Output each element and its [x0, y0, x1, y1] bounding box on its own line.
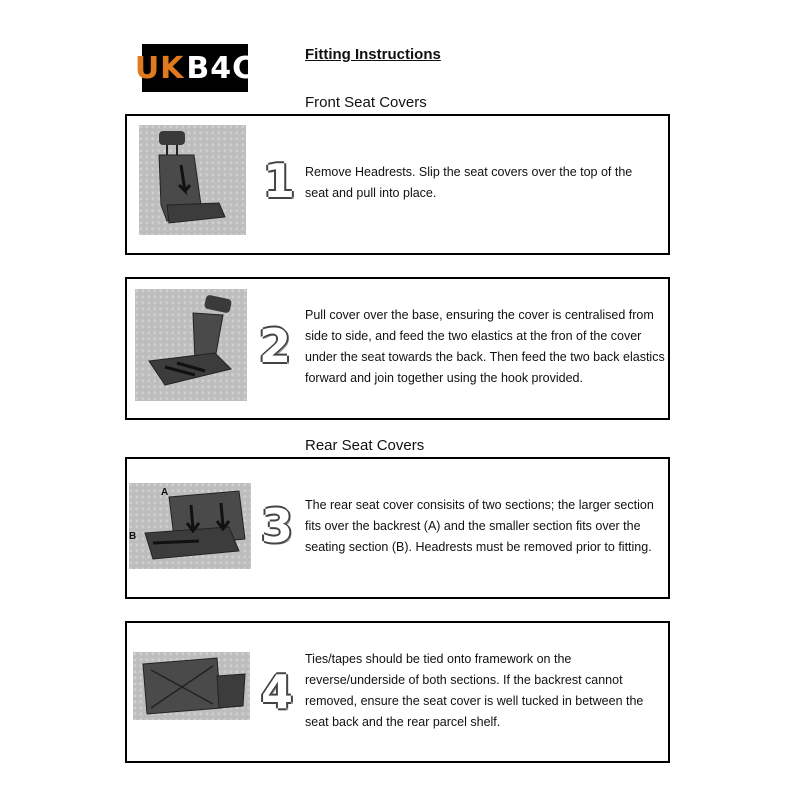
step-3 — [125, 457, 670, 599]
step-number: 3 — [261, 499, 294, 553]
section-title-front: Front Seat Covers — [305, 94, 427, 111]
front-seat-headrest-icon — [139, 125, 246, 235]
step-text: Remove Headrests. Slip the seat covers over the top of the seat and pull into place. — [305, 165, 633, 200]
step-text: The rear seat cover consisits of two sections; the larger section fits over the backrest (A) and the smaller section fits over the seating section (B). Headrests must be removed prior to fitting. — [305, 498, 654, 554]
label-b: B — [129, 531, 137, 542]
step-2 — [125, 277, 670, 420]
rear-seat-underside-icon — [133, 652, 250, 720]
rear-seat-bench-icon — [129, 483, 251, 569]
step-number: 1 — [263, 154, 296, 208]
step-number: 4 — [261, 665, 294, 719]
label-a: A — [161, 487, 169, 498]
step-text: Pull cover over the base, ensuring the cover is centralised from side to side, and feed the two elastics at the fron of the cover under the seat towards the back. Then feed the two back elastics forward and join together using the hook provided. — [305, 308, 665, 385]
front-seat-base-icon — [135, 289, 247, 401]
step-1 — [125, 114, 670, 255]
step-text: Ties/tapes should be tied onto framework on the reverse/underside of both sections. If the backrest cannot removed, ensure the seat cover is well tucked in between the seat back and the rear parcel shelf. — [305, 652, 644, 729]
step-4 — [125, 621, 670, 763]
logo-uk: UK — [134, 50, 185, 86]
page-title: Fitting Instructions — [305, 46, 441, 63]
logo-b4c: B4C — [186, 50, 256, 86]
logo — [134, 44, 256, 92]
section-title-rear: Rear Seat Covers — [305, 437, 425, 454]
step-number: 2 — [259, 319, 292, 373]
